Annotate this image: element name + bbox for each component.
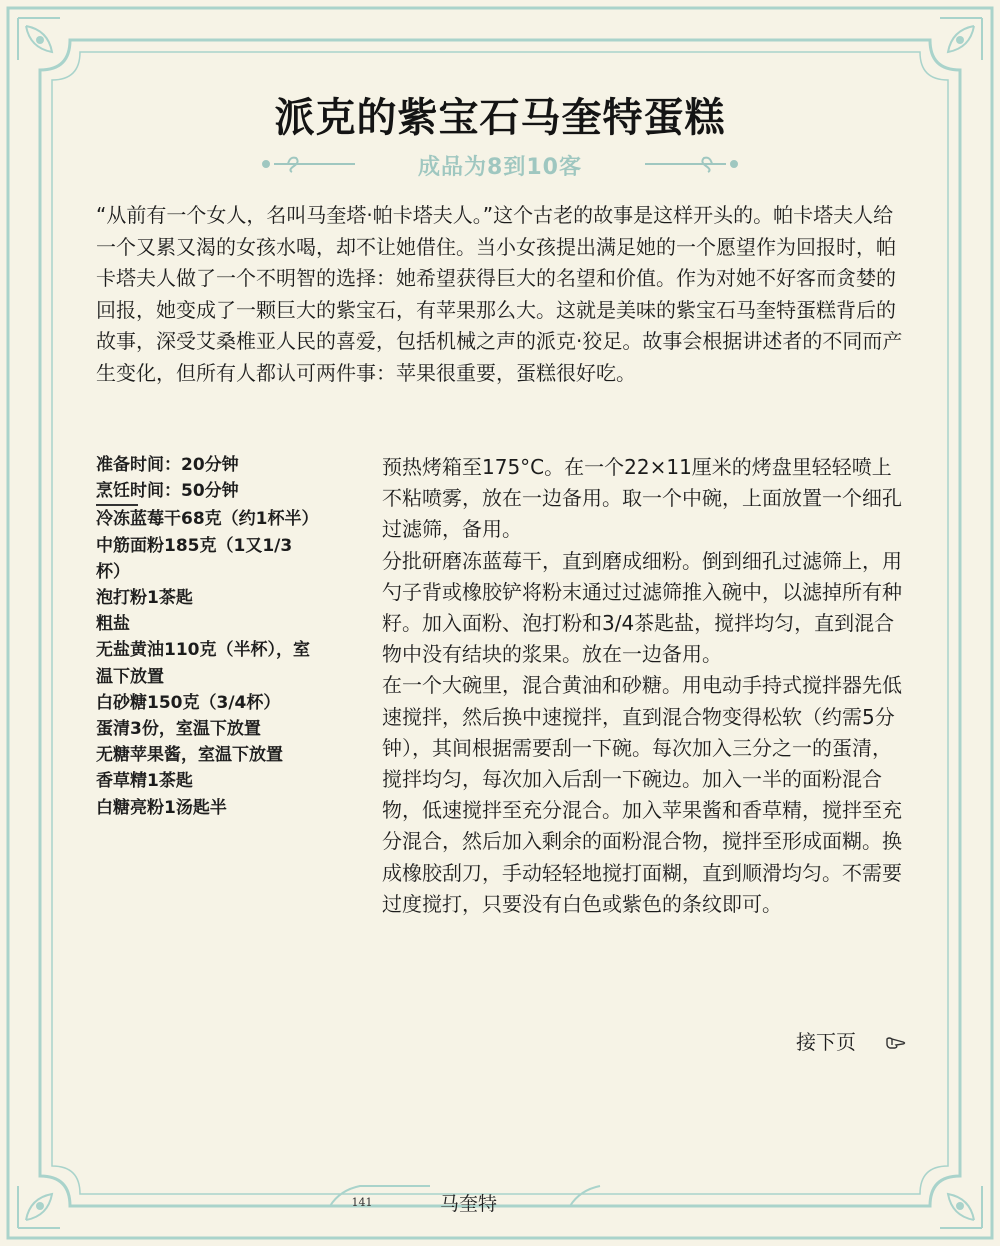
- servings-label: 成品为8到10客: [418, 155, 582, 180]
- ingredient-item: 香草精1茶匙: [96, 771, 193, 792]
- instruction-step: 分批研磨冻蓝莓干，直到磨成细粉。倒到细孔过滤筛上，用勺子背或橡胶铲将粉末通过过滤筛推入碗中，以滤掉所有种籽。加入面粉、泡打粉和3/4茶匙盐，搅拌均匀，直到混合物中没有结块的浆果。放在一边备用。: [382, 548, 902, 667]
- ingredient-item: 无盐黄油110克（半杯），室温下放置: [96, 640, 310, 687]
- recipe-intro: “从前有一个女人，名叫马奎塔·帕卡塔夫人。”这个古老的故事是这样开头的。帕卡塔夫人给一个又累又渴的女孩水喝，却不让她借住。当小女孩提出满足她的一个愿望作为回报时，帕卡塔夫人做了一个不明智的选择：她希望获得巨大的名望和价值。作为对她不好客而贪婪的回报，她变成了一颗巨大的紫宝石，有苹果那么大。这就是美味的紫宝石马奎特蛋糕背后的故事，深受艾桑椎亚人民的喜爱，包括机械之声的派克·狡足。故事会根据讲述者的不同而产生变化，但所有人都认可两件事：苹果很重要，蛋糕很好吃。: [96, 203, 903, 385]
- ingredient-item: 冷冻蓝莓干68克（约1杯半）: [96, 509, 319, 530]
- ingredient-item: 泡打粉1茶匙: [96, 588, 193, 609]
- next-page-label: 接下页: [796, 1030, 856, 1054]
- servings-row: [250, 150, 750, 180]
- page-number: 141: [351, 1196, 373, 1209]
- ingredient-item: 白糖亮粉1汤匙半: [96, 797, 227, 818]
- ingredients-column: [96, 452, 319, 821]
- instruction-step: 在一个大碗里，混合黄油和砂糖。用电动手持式搅拌器先低速搅拌，然后换中速搅拌，直到混合物变得松软（约需5分钟），其间根据需要刮一下碗。每次加入三分之一的蛋清，搅拌均匀，每次加入后刮一下碗边。加入一半的面粉混合物，低速搅拌至充分混合。加入苹果酱和香草精，搅拌至充分混合，然后加入剩余的面粉混合物，搅拌至形成面糊。换成橡胶刮刀，手动轻轻地搅打面糊，直到顺滑均匀。不需要过度搅打，只要没有白色或紫色的条纹即可。: [382, 673, 902, 916]
- ingredient-item: 无糖苹果酱，室温下放置: [96, 745, 283, 766]
- ingredient-item: 白砂糖150克（3/4杯）: [96, 692, 281, 713]
- ingredient-item: 蛋清3份，室温下放置: [96, 719, 261, 740]
- right-ornament-icon: [640, 154, 740, 174]
- prep-time: 准备时间：20分钟: [96, 455, 239, 475]
- cook-time: 烹饪时间：50分钟: [96, 481, 239, 502]
- instruction-step: 预热烤箱至175°C。在一个22×11厘米的烤盘里轻轻喷上不粘喷雾，放在一边备用。取一个中碗，上面放置一个细孔过滤筛，备用。: [382, 455, 902, 542]
- recipe-title: 派克的紫宝石马奎特蛋糕: [274, 95, 726, 141]
- ingredient-item: 粗盐: [96, 614, 130, 635]
- instructions-column: [382, 452, 910, 920]
- footer-chapter-label: 马奎特: [440, 1193, 498, 1215]
- ingredient-item: 中筋面粉185克（1又1/3杯）: [96, 535, 293, 582]
- pointing-hand-icon: [885, 1035, 907, 1051]
